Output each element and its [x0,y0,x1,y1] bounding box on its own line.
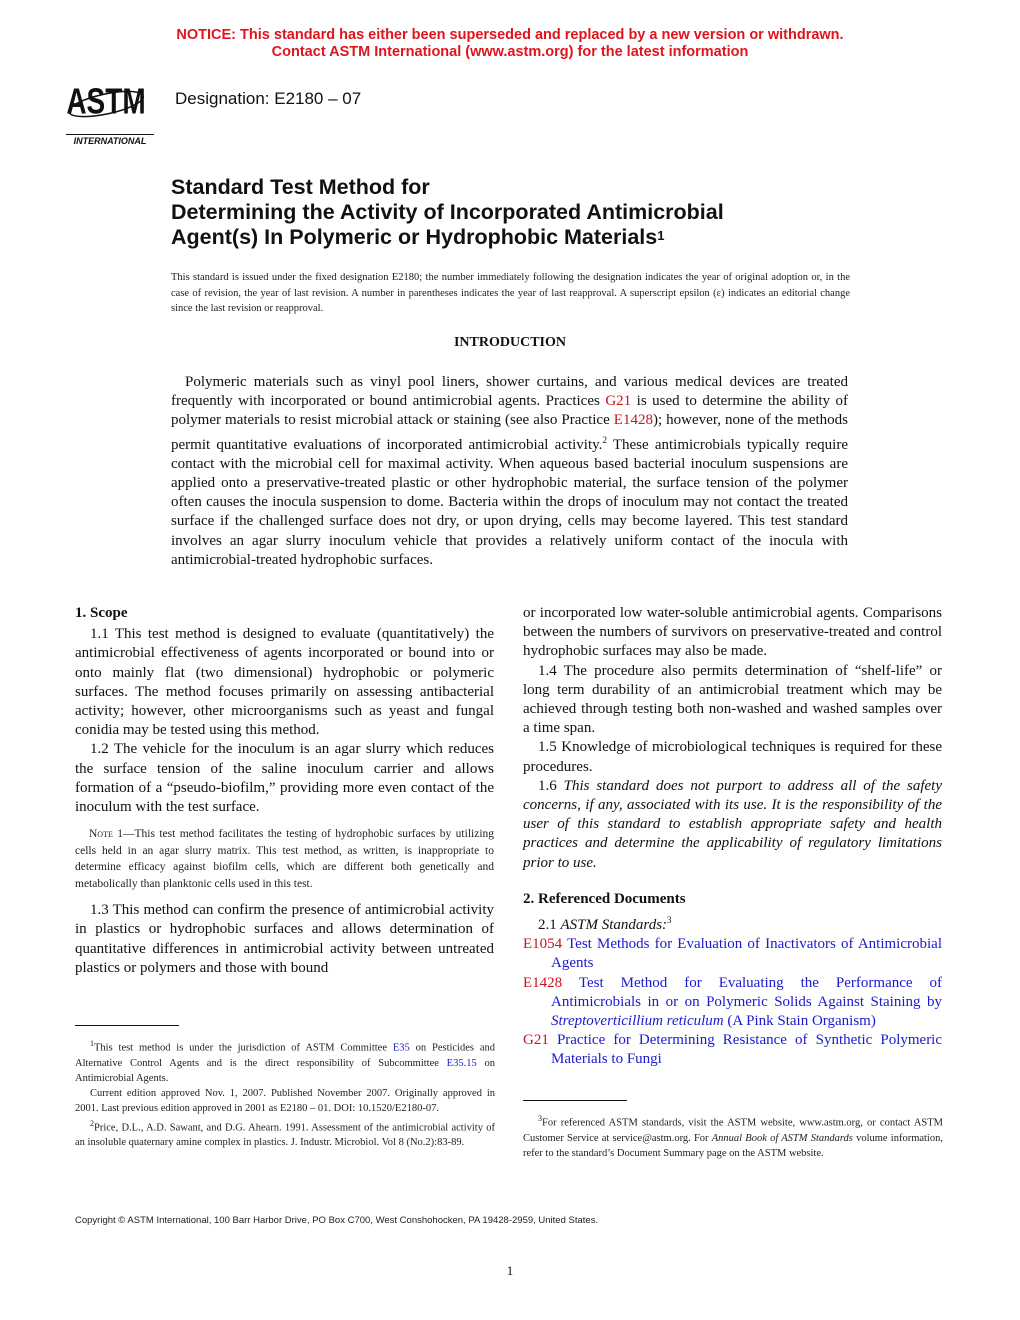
issued-statement: This standard is issued under the fixed designation E2180; the number immediately following the designation indicates the year of original adoption or, in the case of revision, the year of last revision. A number in parentheses indicates the year of last reapproval. A superscript epsilon (ε) indicates an editorial change since the last revision or reapproval. [171,272,850,314]
footnote-divider-right [523,1100,627,1101]
left-column [75,604,494,978]
designation: Designation: E2180 – 07 [175,89,362,108]
reference-e1428[interactable]: E1428 Test Method for Evaluating the Performance of Antimicrobials in or on Polymeric Solids Against Staining by Streptoverticillium reticulum (A Pink Stain Organism) [523,974,943,1030]
reference-e1054[interactable]: E1054 Test Methods for Evaluation of Inactivators of Antimicrobial Agents [523,936,942,972]
paragraph-1-4: 1.4 The procedure also permits determination of “shelf-life” or long term durability of an antimicrobial treatment which may be achieved through testing both non-washed and washed samples over a time span. [523,662,942,737]
reference-g21[interactable]: G21 Practice for Determining Resistance of Synthetic Polymeric Materials to Fungi [523,1032,943,1068]
link-e35-15[interactable]: E35.15 [446,1057,477,1069]
notice-line-2: Contact ASTM International (www.astm.org) for the latest information [271,44,749,60]
paragraph-1-3-continued: or incorporated low water-soluble antimicrobial agents. Comparisons between the numbers of survivors on preservative-treated and control hydrophobic surfaces may also be made. [523,605,942,660]
astm-international-logo-icon [64,76,160,148]
title-line-1: Standard Test Method for [171,175,430,199]
footnote-3: $^3$For referenced ASTM standards, visit the ASTM website, www.astm.org, or contact ASTM Customer Service at service@astm.org. For Annual Book of ASTM Standards volume information, refer to the standard’s Document Summary page on the ASTM website. [523,1114,943,1159]
document-title [171,175,851,250]
paragraph-1-6: 1.6 This standard does not purport to address all of the safety concerns, if any, associated with its use. It is the responsibility of the user of this standard to establish appropriate safety and health practices and determine the applicability of regulatory limitations prior to use. [523,777,943,871]
footnotes-right [523,1111,943,1161]
paragraph-1-5: 1.5 Knowledge of microbiological techniques is required for these procedures. [523,739,942,775]
paragraph-1-2: 1.2 The vehicle for the inoculum is an agar slurry which reduces the surface tension of the saline inoculum carrier and allows formation of a “pseudo-biofilm,” providing more even contact of the inoculum with the test surface. [75,741,494,816]
footnote-1: $^1$This test method is under the jurisdiction of ASTM Committee E35 on Pesticides and Alternative Control Agents and is the direct responsibility of Subcommittee E35.15 on Antimicrobial Agents. [75,1039,496,1084]
note-1: Note 1—This test method facilitates the testing of hydrophobic surfaces by utilizing cells held in an agar slurry matrix. This test method, as written, is inappropriate to determine efficacy against biofilm cells, which are different both genetically and metabolically than planktonic cells used in this test. [75,828,495,890]
subsection-2-1: 2.1 ASTM Standards:$^3$ [538,915,672,934]
link-e35[interactable]: E35 [392,1042,410,1054]
section-heading-scope: 1. Scope [75,605,128,621]
notice-line-1: NOTICE: This standard has either been superseded and replaced by a new version or withdrawn. [176,27,844,43]
title-line-3: Agent(s) In Polymeric or Hydrophobic Materials$^1$ [171,225,665,249]
footnote-ref-1[interactable]: 1 [657,228,665,243]
section-heading-referenced-documents: 2. Referenced Documents [523,890,686,907]
right-column [523,604,942,1070]
paragraph-1-3: 1.3 This method can confirm the presence of antimicrobial activity in plastics or hydrophobic surfaces and allows determination of quantitative differences in antimicrobial activity between untreated plastics or polymers and those with bound [75,902,494,976]
link-e1428[interactable]: E1428 [613,412,653,429]
footnote-ref-3[interactable]: 3 [667,915,672,926]
footnote-divider-left [75,1025,179,1026]
page-number: 1 [506,1263,514,1278]
footnote-2: $^2$Price, D.L., A.D. Sawant, and D.G. Ahearn. 1991. Assessment of the antimicrobial activity of an insoluble quaternary amine complex in plastics. J. Industr. Microbiol. Vol 8 (No.2):83-89. [75,1118,495,1148]
supersede-notice [0,27,1020,61]
footnote-1-edition: Current edition approved Nov. 1, 2007. Published November 2007. Originally approved in 2001. Last previous edition approved in 2001 as E2180 – 01. DOI: 10.1520/E2180-07. [75,1087,495,1114]
introduction-body: Polymeric materials such as vinyl pool liners, shower curtains, and various medical devices are treated frequently with incorporated or bound antimicrobial agents. Practices G21 is used to determine the ability of polymer materials to resist microbial attack or staining (see also Practice E1428); however, none of the methods permit quantitative evaluations of incorporated antimicrobial activity.$^2$ These antimicrobials typically require contact with the microbial cell for maximal activity. When aqueous based bacterial inoculum suspensions are applied onto a preservative-treated plastic or other hydrophobic material, the surface tension of the polymer often causes the inocula suspension to dome. Bacteria within the drops of inoculum may not contact the treated surface if the challenged surface does not dry, or upon drying, cells may become layered. This test standard involves an agar slurry inoculum vehicle that provides a relatively uniform contact of the inocula with antimicrobial-treated hydrophobic surfaces. [171,374,848,568]
copyright-notice: Copyright © ASTM International, 100 Barr Harbor Drive, PO Box C700, West Conshohocken, PA 19428-2959, United States. [75,1215,599,1226]
introduction-heading: INTRODUCTION [453,335,566,350]
svg-text:ASTM: ASTM [66,81,146,122]
title-line-2: Determining the Activity of Incorporated Antimicrobial [171,200,724,224]
footnote-ref-2[interactable]: 2 [602,434,607,445]
link-g21[interactable]: G21 [605,393,632,410]
footnotes-left [75,1036,495,1150]
svg-text:INTERNATIONAL: INTERNATIONAL [73,136,147,146]
paragraph-1-1: 1.1 This test method is designed to evaluate (quantitatively) the antimicrobial effectiveness of agents incorporated or bound into or onto mainly flat (two dimensional) hydrophobic or polymeric surfaces. The method focuses primarily on assessing antibacterial activity; however, other microorganisms such as yeast and fungal conidia may be tested using this method. [75,626,494,739]
